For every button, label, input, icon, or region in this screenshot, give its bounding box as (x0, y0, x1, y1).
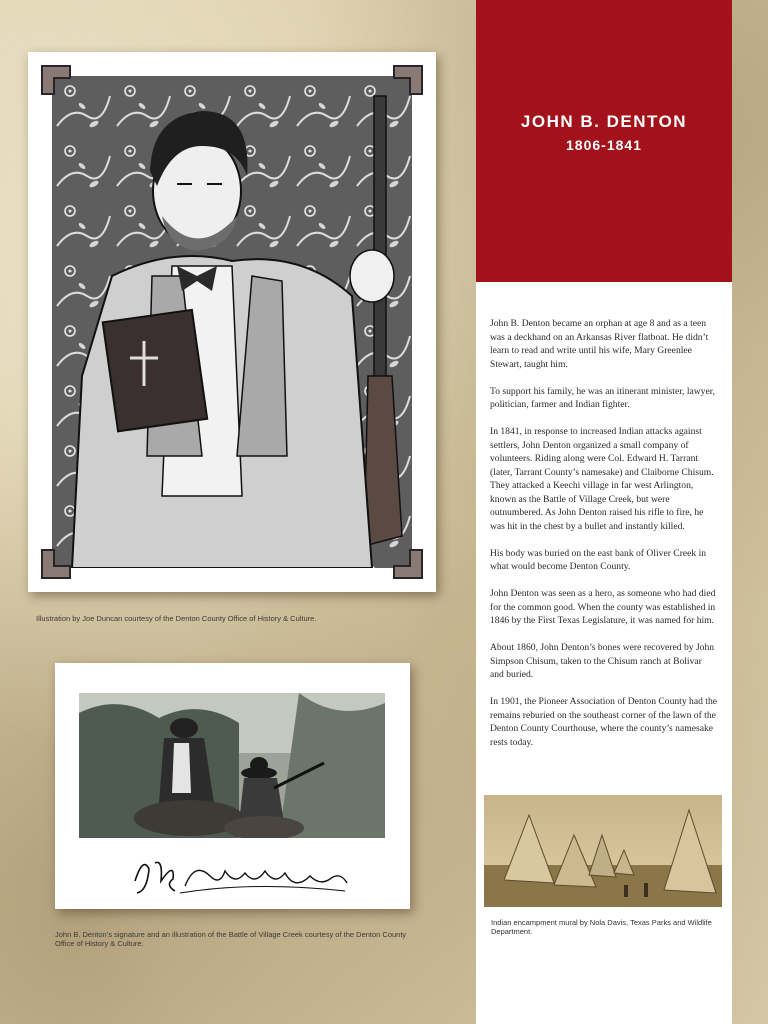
battle-caption: John B. Denton’s signature and an illustration of the Battle of Village Creek courtesy of the Denton County Office of History & Culture. (55, 930, 407, 948)
encampment-mural (484, 795, 722, 907)
battle-signature-card (55, 663, 410, 909)
biography-text (490, 317, 718, 763)
paragraph: John B. Denton became an orphan at age 8 and as a teen was a deckhand on an Arkansas River flatboat. He didn’t learn to read and write until his wife, Mary Greenlee Stewart, taught him. (490, 318, 709, 370)
life-years: 1806-1841 (566, 137, 642, 153)
corner-mounts (40, 64, 424, 580)
mural-caption: Indian encampment mural by Nola Davis, Texas Parks and Wildlife Department. (491, 918, 712, 936)
page-title: JOHN B. DENTON (520, 112, 688, 131)
title-banner (476, 0, 732, 282)
paragraph: About 1860, John Denton’s bones were recovered by John Simpson Chisum, taken to the Chisum ranch at Bolivar and buried. (490, 642, 715, 680)
paragraph: In 1901, the Pioneer Association of Denton County had the remains reburied on the southeast corner of the lawn of the Denton County Courthouse, where the county’s namesake rests today. (490, 696, 718, 748)
paragraph: His body was buried on the east bank of Oliver Creek in what would become Denton County. (490, 547, 707, 572)
paragraph: To support his family, he was an itinerant minister, lawyer, politician, farmer and Indian fighter. (490, 385, 715, 410)
signature (125, 851, 355, 899)
battle-illustration (79, 693, 385, 838)
portrait-caption: Illustration by Joe Duncan courtesy of the Denton County Office of History & Culture. (36, 614, 317, 623)
portrait-card (28, 52, 436, 592)
paragraph: In 1841, in response to increased Indian attacks against settlers, John Denton organized a small company of volunteers. Riding along were Col. Edward H. Tarrant (later, Tarrant County’s namesake) and Claiborne Chisum. They attacked a Keechi village in far west Arlington, known as the Battle of Village Creek, but were outnumbered. As John Denton raised his rifle to fire, he was hit in the chest by a bullet and instantly killed. (490, 426, 714, 532)
paragraph: John Denton was seen as a hero, as someone who had died for the common good. When the county was established in 1846 by the First Texas Legislature, it was named for him. (490, 588, 716, 626)
